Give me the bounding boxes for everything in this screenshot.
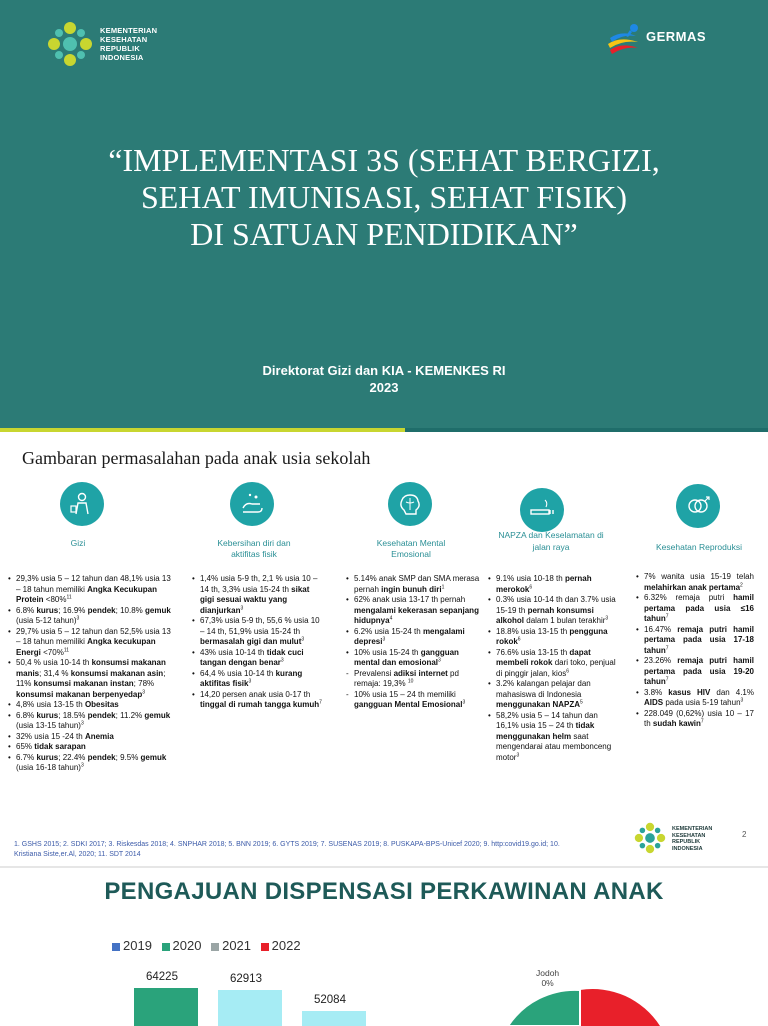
list-item: • 50,4 % usia 10-14 th konsumsi makanan manis; 31,4 % konsumsi makanan asin; 11% konsumsi makanan instan; 78% konsumsi makanan berpenyedap$^3$ (8, 658, 172, 700)
child-food-icon (60, 482, 104, 526)
list-item: • 6.8% kurus; 16.9% pendek; 10.8% gemuk (usia 5-12 tahun)$^3$ (8, 606, 172, 627)
bar-62913 (218, 990, 282, 1026)
list-item: • 5.14% anak SMP dan SMA merasa pernah ingin bunuh diri$^1$ (346, 574, 480, 595)
legend-item: 2020 (162, 938, 202, 953)
list-item: • 43% usia 10-14 th tidak cuci tangan dengan benar$^3$ (192, 648, 324, 669)
bar-64225 (134, 988, 198, 1026)
problems-slide (0, 432, 768, 864)
slide-heading: Gambaran permasalahan pada anak usia sekolah (22, 448, 371, 468)
reproduksi-facts (636, 572, 754, 730)
kemenkes-logo-text: KEMENTERIAN KESEHATAN REPUBLIK INDONESIA (672, 826, 713, 852)
germas-logo-text: GERMAS (646, 29, 707, 44)
list-item: • 0.3% usia 10-14 th dan 3.7% usia 15-19 th pernah konsumsi alkohol dalam 1 bulan terakhir$^3$ (488, 595, 622, 627)
list-item: • 76.6% usia 13-15 th dapat membeli rokok dari toko, penjual di pinggir jalan, kios$^6$ (488, 648, 622, 680)
list-item: • 58,2% usia 5 – 14 tahun dan 16,1% usia 15 – 24 th tidak menggunakan helm saat mengendarai atau membonceng motor$^3$ (488, 711, 622, 764)
list-item: • 14,20 persen anak usia 0-17 th tinggal di rumah tangga kumuh$^7$ (192, 690, 324, 711)
list-item: • 65% tidak sarapan (8, 742, 172, 753)
gizi-facts (8, 574, 172, 774)
title-slide (0, 0, 768, 428)
year: 2023 (369, 380, 399, 395)
list-item: • 16.47% remaja putri hamil pertama pada usia 17-18 tahun$^7$ (636, 625, 754, 657)
kemenkes-logo-text: KEMENTERIAN KESEHATAN REPUBLIK INDONESIA (100, 26, 158, 62)
category-label: Kesehatan Mental Emosional (376, 538, 446, 559)
bar-value-label: 62913 (230, 973, 262, 986)
references: 1. GSHS 2015; 2. SDKI 2017; 3. Riskesdas 2018; 4. SNPHAR 2018; 5. BNN 2019; 6. GYTS 2019; 7. SUSENAS 2019; 8. PUSKAPA-BPS-Unicef 2020; 9. http:covid19.go.id; 10. Kristiana Siste,er.Al, 2020; 11. SDT 2014 (14, 841, 560, 858)
list-item: • 23.26% remaja putri hamil pertama pada usia 19-20 tahun$^7$ (636, 656, 754, 688)
list-item: • 29,7% usia 5 – 12 tahun dan 52,5% usia 13 – 18 tahun memiliki Angka kecukupan Energi <70%$^{11}$ (8, 627, 172, 659)
bar-value-label: 64225 (146, 971, 178, 983)
slide-title: PENGAJUAN DISPENSASI PERKAWINAN ANAK (104, 878, 664, 905)
legend-item: 2022 (261, 938, 301, 953)
legend-swatch (162, 943, 170, 951)
category-label: Gizi (70, 538, 86, 548)
hand-wash-icon (230, 482, 274, 526)
kebersihan-facts (192, 574, 324, 711)
list-item: • 6.32% remaja putri hamil pertama pada usia ≤16 tahun$^7$ (636, 593, 754, 625)
list-item: • 6.7% kurus; 22.4% pendek; 9.5% gemuk (usia 16-18 tahun)$^3$ (8, 753, 172, 774)
germas-swoosh-icon (604, 20, 644, 64)
slide-subtitle (0, 362, 768, 396)
category-label: Kesehatan Reproduksi (655, 542, 742, 552)
directorate-name: Direktorat Gizi dan KIA - KEMENKES RI (262, 363, 506, 378)
page-number: 2 (742, 830, 747, 839)
list-item: • 4,8% usia 13-15 th Obesitas (8, 700, 172, 711)
kemenkes-emblem-icon (44, 18, 96, 70)
pie-slice (580, 989, 660, 1026)
gender-icon (676, 484, 720, 528)
mental-facts (346, 574, 480, 711)
category-label: NAPZA dan Keselamatan di jalan raya (498, 530, 604, 552)
list-item: • 32% usia 15 -24 th Anemia (8, 732, 172, 743)
list-item: • 62% anak usia 13-17 th pernah mengalami kekerasan sepanjang hidupnya$^4$ (346, 595, 480, 627)
list-item: • 1,4% usia 5-9 th, 2,1 % usia 10 – 14 th, 3,3% usia 15-24 th sikat gigi sesuai waktu yang dianjurkan$^3$ (192, 574, 324, 616)
germas-logo (604, 20, 724, 70)
list-item: • 6.2% usia 15-24 th mengalami depresi$^3$ (346, 627, 480, 648)
napza-facts (488, 574, 622, 763)
kemenkes-emblem-icon (632, 820, 668, 856)
legend-swatch (211, 943, 219, 951)
legend-item: 2019 (112, 938, 152, 953)
category-label: Kebersihan diri dan aktifitas fisik (217, 538, 291, 559)
legend-item: 2021 (211, 938, 251, 953)
list-item: • 10% usia 15-24 th gangguan mental dan emosional$^3$ (346, 648, 480, 669)
pie-slice (508, 990, 580, 1026)
list-item: • 29,3% usia 5 – 12 tahun dan 48,1% usia 13 – 18 tahun memiliki Angka Kecukupan Protein <80%$^{11}$ (8, 574, 172, 606)
no-smoking-icon (520, 488, 564, 532)
chart-legend (112, 938, 307, 953)
list-item: • 9.1% usia 10-18 th pernah merokok$^6$ (488, 574, 622, 595)
list-item: • 64,4 % usia 10-14 th kurang aktifitas fisik$^3$ (192, 669, 324, 690)
list-item: • 228.049 (0,62%) usia 10 – 17 th sudah kawin$^7$ (636, 709, 754, 730)
list-item: • 67,3% usia 5-9 th, 55,6 % usia 10 – 14 th, 51,9% usia 15-24 th bermasalah gigi dan mulut$^3$ (192, 616, 324, 648)
list-item: - Prevalensi adiksi internet pd remaja: 19,3% $^{10}$ (346, 669, 480, 690)
list-item: • 7% wanita usia 15-19 telah melahirkan anak pertama$^2$ (636, 572, 754, 593)
list-item: • 3.2% kalangan pelajar dan mahasiswa di Indonesia menggunakan NAPZA$^5$ (488, 679, 622, 711)
legend-swatch (112, 943, 120, 951)
kemenkes-logo-small (632, 820, 742, 860)
pie-label: Jodoh 0% (536, 968, 560, 988)
list-item: - 10% usia 15 – 24 th memiliki gangguan Mental Emosional$^3$ (346, 690, 480, 711)
legend-swatch (261, 943, 269, 951)
slide-title: “IMPLEMENTASI 3S (SEHAT BERGIZI, SEHAT IMUNISASI, SEHAT FISIK) DI SATUAN PENDIDIKAN” (108, 142, 660, 252)
kemenkes-logo (44, 18, 184, 70)
dispensation-slide (0, 866, 768, 1026)
pie-chart (500, 986, 660, 1026)
bar-value-label: 52084 (314, 994, 346, 1007)
brain-icon (388, 482, 432, 526)
list-item: • 18.8% usia 13-15 th pengguna rokok$^6$ (488, 627, 622, 648)
list-item: • 3.8% kasus HIV dan 4.1% AIDS pada usia 5-19 tahun$^3$ (636, 688, 754, 709)
list-item: • 6.8% kurus; 18.5% pendek; 11.2% gemuk (usia 13-15 tahun)$^3$ (8, 711, 172, 732)
